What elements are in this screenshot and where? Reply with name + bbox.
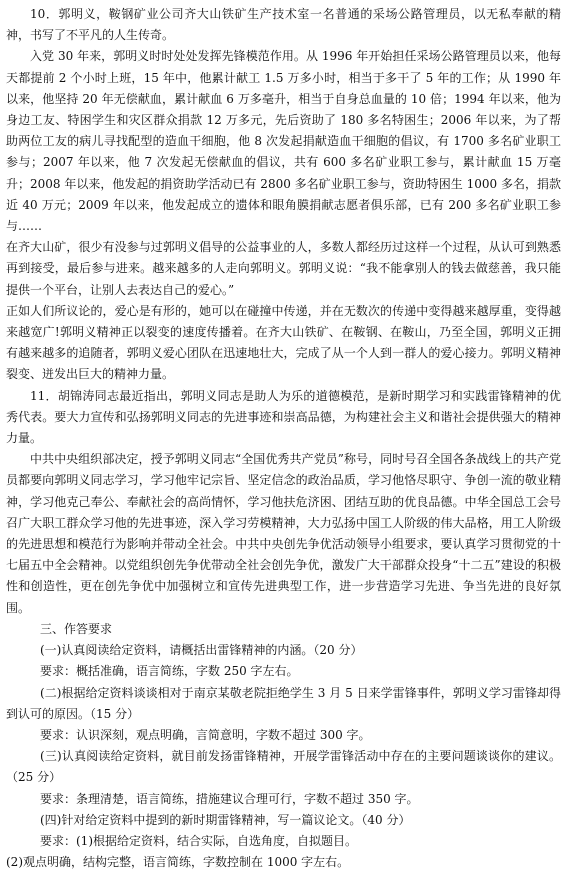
question-1: (一)认真阅读给定资料，请概括出雷锋精神的内涵。（20 分） [40,643,363,658]
question-1-requirement: 要求：概括准确，语言简练，字数 250 字左右。 [40,664,299,679]
question-4: (四)针对给定资料中提到的新时期雷锋精神，写一篇议论文。（40 分） [40,812,411,827]
question-4-requirement-2: (2)观点明确，结构完整，语言简练，字数控制在 1000 字左右。 [6,855,350,870]
paragraph-11-decision: 中共中央组织部决定，授予郭明义同志“全国优秀共产党员”称号，同时号召全国各条战线上的共产党员都要向郭明义同志学习，学习他牢记宗旨、坚定信念的政治品质，学习他恪尽职守、争创一流的敬业精神，学习他克己奉公、奉献社会的高尚情怀，学习他扶危济困、团结互助的优良品德。中华全国总工会号召广大职工群众学习他的先进事迹，深入学习劳模精神，大力弘扬中国工人阶级的伟大品格，用工人阶级的先进思想和模范行为影响并带动全社会。中共中央创先争优活动领导小组要求，要认真学习贯彻党的十七届五中全会精神。以党组织创先争优带动全社会创先争优，激发广大干部群众投身“十二五”建设的积极性和创造性，更在创先争优中加强树立和宣传先进典型工作，进一步营造学习先进、争当先进的良好氛围。 [6,452,561,615]
paragraph-10-influence: 在齐大山矿，很少有没参与过郭明义倡导的公益事业的人，多数人都经历过这样一个过程，从认可到熟悉再到接受，最后参与进来。越来越多的人走向郭明义。郭明义说：“我不能拿别人的钱去做慈善，我只能提供一个平台，让别人去表达自己的爱心。” [6,240,561,297]
question-4-requirement: 要求：(1)根据给定资料，结合实际，自选角度，自拟题目。 [40,833,358,848]
paragraph-10-intro: 10．郭明义，鞍钢矿业公司齐大山铁矿生产技术室一名普通的采场公路管理员，以无私奉献的精神，书写了不平凡的人生传奇。 [6,7,561,43]
paragraph-10-spread: 正如人们所议论的，爱心是有形的，她可以在碰撞中传递，并在无数次的传递中变得越来越厚重，变得越来越宽广!郭明义精神正以裂变的速度传播着。在齐大山铁矿、在鞍钢、在鞍山，乃至全国，郭明义正拥有越来越多的追随者，郭明义爱心团队在迅速地壮大，完成了从一个人到一群人的爱心接力。郭明义精神裂变、迸发出巨大的精神力量。 [6,303,561,382]
paragraph-10-deeds: 入党 30 年来，郭明义时时处处发挥先锋模范作用。从 1996 年开始担任采场公路管理员以来，他每天都提前 2 个小时上班，15 年中，他累计献工 1.5 万多小时，相当于多干了 5 年的工作；从 1990 年以来，他坚持 20 年无偿献血，累计献血 6 万多毫升，相当于自身总血量的 10 倍；1994 年以来，他为身边工友、特困学生和灾区群众捐款 12 万多元，先后资助了 180 多名特困生；2006 年以来，为了帮助两位工友的病儿寻找配型的造血干细胞，他 8 次发起捐献造血干细胞的倡议，有 1700 多名矿业职工参与；2007 年以来，他 7 次发起无偿献血的倡议，共有 600 多名矿业职工参与，累计献血 15 万毫升；2008 年以来，他发起的捐资助学活动已有 2800 多名矿业职工参与，资助特困生 1000 多名，捐款近 40 万元；2009 年以来，他发起成立的遗体和眼角膜捐献志愿者俱乐部，已有 200 多名矿业职工参与…… [6,49,561,234]
question-3: (三)认真阅读给定资料，就目前发扬雷锋精神，开展学雷锋活动中存在的主要问题谈谈你的建议。（25 分） [6,749,561,785]
question-3-requirement: 要求：条理清楚，语言简练，措施建议合理可行，字数不超过 350 字。 [40,791,419,806]
section-heading-requirements: 三、作答要求 [40,621,113,636]
question-2-requirement: 要求：认识深刻，观点明确，言简意明，字数不超过 300 字。 [40,727,371,742]
question-2: (二)根据给定资料谈谈相对于南京某敬老院拒绝学生 3 月 5 日来学雷锋事件，郭明义学习雷锋却得到认可的原因。（15 分） [6,685,561,721]
paragraph-11-intro: 11．胡锦涛同志最近指出，郭明义同志是助人为乐的道德模范，是新时期学习和实践雷锋精神的优秀代表。要大力宣传和弘扬郭明义同志的先进事迹和崇高品德，为构建社会主义和谐社会提供强大的精神力量。 [6,388,561,446]
